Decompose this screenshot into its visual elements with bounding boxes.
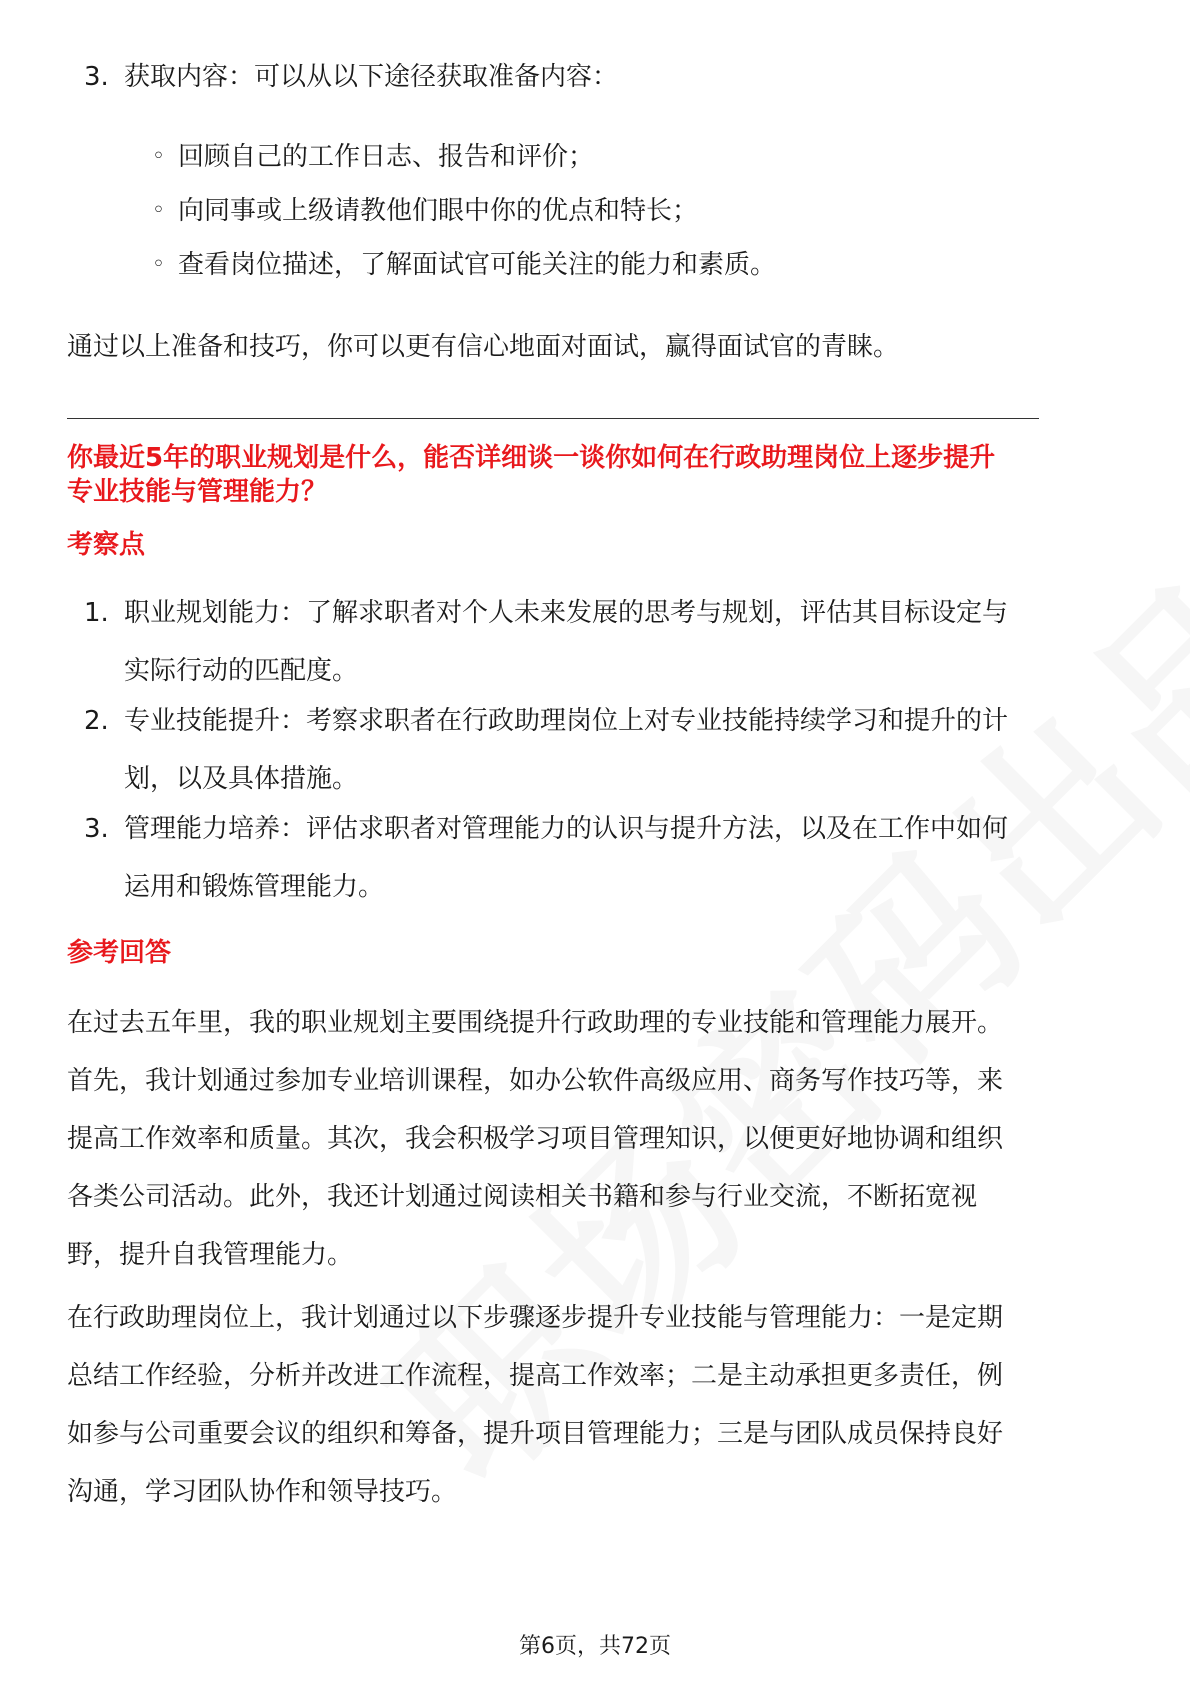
list-number: 3. <box>84 814 109 844</box>
question-line: 专业技能与管理能力？ <box>67 477 328 507</box>
list-number: 2. <box>84 706 109 736</box>
page-number: 第6页，共72页 <box>519 1634 671 1659</box>
question-heading <box>67 441 1117 509</box>
paragraph-line: 各类公司活动。此外，我还计划通过阅读相关书籍和参与行业交流，不断拓宽视 <box>67 1182 978 1212</box>
paragraph-line: 首先，我计划通过参加专业培训课程，如办公软件高级应用、商务写作技巧等，来 <box>67 1066 1004 1096</box>
list-item-text: 运用和锻炼管理能力。 <box>124 872 385 902</box>
bullet-text: 查看岗位描述，了解面试官可能关注的能力和素质。 <box>178 250 777 280</box>
section-divider <box>67 418 1039 419</box>
paragraph-line: 如参与公司重要会议的组织和筹备，提升项目管理能力；三是与团队成员保持良好 <box>67 1419 1004 1449</box>
list-item-text: 获取内容：可以从以下途径获取准备内容： <box>124 62 619 92</box>
answer-paragraph <box>67 1289 1117 1521</box>
list-item <box>72 584 1124 700</box>
bullet-item <box>72 182 1178 240</box>
list-item <box>72 692 1124 808</box>
paragraph-line: 野，提升自我管理能力。 <box>67 1240 354 1270</box>
list-item-text: 专业技能提升：考察求职者在行政助理岗位上对专业技能持续学习和提升的计 <box>124 706 1009 736</box>
answer-paragraph <box>67 994 1117 1284</box>
bullet-item <box>72 236 1178 294</box>
list-item-text: 管理能力培养：评估求职者对管理能力的认识与提升方法，以及在工作中如何 <box>124 814 1009 844</box>
list-item <box>72 800 1124 916</box>
paragraph-line: 提高工作效率和质量。其次，我会积极学习项目管理知识，以便更好地协调和组织 <box>67 1124 1004 1154</box>
list-item <box>72 48 1124 106</box>
bullet-text: 向同事或上级请教他们眼中你的优点和特长； <box>178 196 699 226</box>
bullet-icon: ◦ <box>152 144 165 169</box>
bullet-icon: ◦ <box>152 252 165 277</box>
list-number: 1. <box>84 598 109 628</box>
question-line: 你最近5年的职业规划是什么，能否详细谈一谈你如何在行政助理岗位上逐步提升 <box>67 443 996 473</box>
list-item-text: 职业规划能力：了解求职者对个人未来发展的思考与规划，评估其目标设定与 <box>124 598 1009 628</box>
list-item-text: 划，以及具体措施。 <box>124 764 359 794</box>
bullet-icon: ◦ <box>152 198 165 223</box>
bullet-item <box>72 128 1178 186</box>
list-item-text: 实际行动的匹配度。 <box>124 656 359 686</box>
paragraph-line: 在行政助理岗位上，我计划通过以下步骤逐步提升专业技能与管理能力：一是定期 <box>67 1303 1004 1333</box>
list-number: 3. <box>84 62 109 92</box>
closing-paragraph: 通过以上准备和技巧，你可以更有信心地面对面试，赢得面试官的青睐。 <box>67 332 900 362</box>
reference-answer-heading: 参考回答 <box>67 938 172 968</box>
paragraph-line: 沟通，学习团队协作和领导技巧。 <box>67 1477 458 1507</box>
paragraph-line: 总结工作经验，分析并改进工作流程，提高工作效率；二是主动承担更多责任，例 <box>67 1361 1004 1391</box>
bullet-text: 回顾自己的工作日志、报告和评价； <box>178 142 595 172</box>
paragraph-line: 在过去五年里，我的职业规划主要围绕提升行政助理的专业技能和管理能力展开。 <box>67 1008 1004 1038</box>
exam-points-heading: 考察点 <box>67 530 146 560</box>
